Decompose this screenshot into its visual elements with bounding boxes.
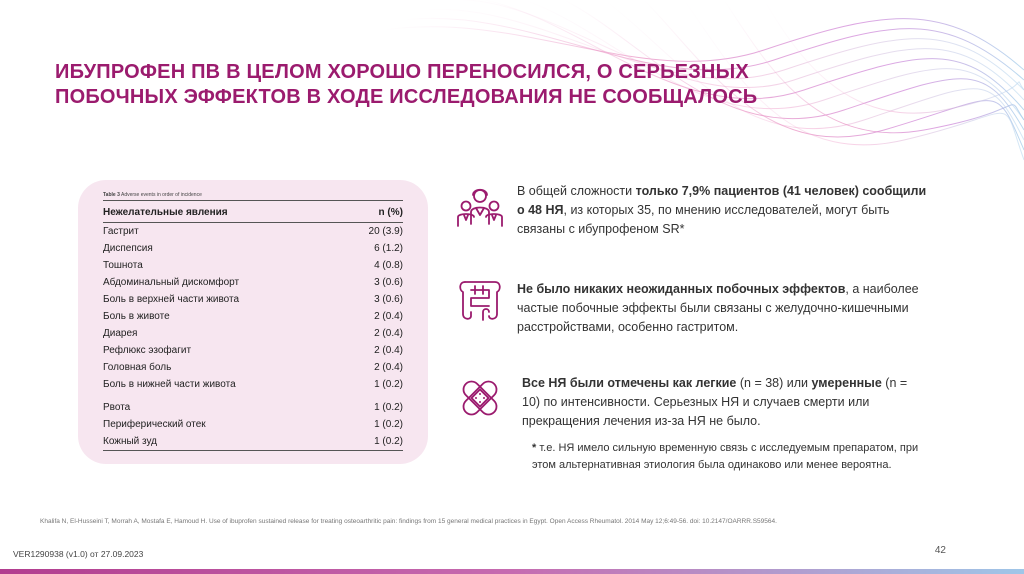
event-name: Абдоминальный дискомфорт bbox=[103, 277, 240, 288]
adverse-events-table-container bbox=[103, 192, 403, 451]
event-count: 1 (0.2) bbox=[374, 379, 403, 390]
table-row bbox=[103, 416, 403, 433]
table-row bbox=[103, 308, 403, 325]
table-caption bbox=[103, 192, 403, 198]
event-name: Головная боль bbox=[103, 362, 172, 373]
point-2-post: , а наиболее частые побочные эффекты были связаны с желудочно-кишечными расстройствами, особенно гастритом. bbox=[517, 282, 919, 334]
event-count: 4 (0.8) bbox=[374, 260, 403, 271]
footnote-asterisk bbox=[532, 440, 932, 474]
event-name: Кожный зуд bbox=[103, 433, 342, 451]
table-row bbox=[103, 342, 403, 359]
point-2-bold: Не было никаких неожиданных побочных эффектов bbox=[517, 282, 846, 296]
event-count: 3 (0.6) bbox=[374, 277, 403, 288]
event-name: Рефлюкс эзофагит bbox=[103, 345, 192, 356]
table-row bbox=[103, 325, 403, 342]
point-1-text bbox=[517, 182, 927, 239]
event-name: Тошнота bbox=[103, 260, 143, 271]
point-1-pre: В общей сложности bbox=[517, 184, 636, 198]
event-count: 1 (0.2) bbox=[342, 433, 403, 451]
table-row bbox=[103, 393, 403, 416]
table-caption-label: Table 3 bbox=[103, 192, 120, 198]
event-count: 20 (3.9) bbox=[368, 226, 403, 237]
point-3-text bbox=[522, 374, 922, 431]
table-header-row bbox=[103, 201, 403, 223]
footnote-text: т.е. НЯ имело сильную временную связь с исследуемым препаратом, при этом альтернативная этиология была одинаково или менее вероятна. bbox=[532, 442, 919, 471]
intestine-icon bbox=[455, 276, 505, 326]
header-n-percent: n (%) bbox=[342, 201, 403, 223]
point-3-mid: (n = 38) или bbox=[736, 376, 812, 390]
event-count: 2 (0.4) bbox=[374, 311, 403, 322]
event-count: 1 (0.2) bbox=[374, 402, 403, 413]
event-name: Боль в животе bbox=[103, 311, 170, 322]
bottom-gradient-bar bbox=[0, 569, 1024, 574]
event-count: 1 (0.2) bbox=[374, 419, 403, 430]
title-line-1: ИБУПРОФЕН ПВ В ЦЕЛОМ ХОРОШО ПЕРЕНОСИЛСЯ, О СЕРЬЕЗНЫХ bbox=[55, 61, 749, 83]
table-row bbox=[103, 359, 403, 376]
point-1-bold: только 7,9% пациентов (41 человек) сообщили о 48 НЯ bbox=[517, 184, 927, 217]
point-3-bold-2: умеренные bbox=[811, 376, 882, 390]
event-name: Боль в верхней части живота bbox=[103, 294, 240, 305]
page-title bbox=[55, 60, 815, 110]
title-line-2: ПОБОЧНЫХ ЭФФЕКТОВ В ХОДЕ ИССЛЕДОВАНИЯ НЕ СООБЩАЛОСЬ bbox=[55, 86, 758, 108]
literature-reference: Khalifa N, El-Husseini T, Morrah A, Mostafa E, Hamoud H. Use of ibuprofen sustained release for treating osteoarthritic pain: findings from 15 general medical practices in Egypt. Open Access Rheumatol. 2014 May 12;6:49-56. doi: 10.2147/OARRR.S59564. bbox=[40, 518, 777, 525]
table-row bbox=[103, 376, 403, 393]
point-3-post: (n = 10) по интенсивности. Серьезных НЯ и случаев смерти или прекращения лечения из-за НЯ не было. bbox=[522, 376, 908, 428]
event-count: 2 (0.4) bbox=[374, 328, 403, 339]
table-row bbox=[103, 240, 403, 257]
page-number: 42 bbox=[934, 545, 946, 556]
point-1-post: , из которых 35, по мнению исследователей, могут быть связаны с ибупрофеном SR* bbox=[517, 203, 890, 236]
point-3-bold-1: Все НЯ были отмечены как легкие bbox=[522, 376, 737, 390]
point-2-text bbox=[517, 280, 927, 337]
event-name: Периферический отек bbox=[103, 419, 206, 430]
version-label: VER1290938 (v1.0) от 27.09.2023 bbox=[13, 549, 144, 559]
event-count: 3 (0.6) bbox=[374, 294, 403, 305]
event-count: 6 (1.2) bbox=[374, 243, 403, 254]
event-name: Диарея bbox=[103, 328, 138, 339]
group-of-people-icon bbox=[455, 184, 505, 234]
table-row bbox=[103, 291, 403, 308]
event-name: Боль в нижней части живота bbox=[103, 379, 236, 390]
table-row bbox=[103, 223, 403, 241]
table-row bbox=[103, 257, 403, 274]
footnote-star: * bbox=[532, 442, 537, 454]
crossed-bandages-icon bbox=[455, 373, 505, 423]
header-adverse-events: Нежелательные явления bbox=[103, 201, 342, 223]
table-row bbox=[103, 274, 403, 291]
table-caption-text: Adverse events in order of incidence bbox=[120, 192, 202, 198]
event-name: Гастрит bbox=[103, 226, 139, 237]
event-name: Диспепсия bbox=[103, 243, 153, 254]
table-row bbox=[103, 433, 403, 451]
event-name: Рвота bbox=[103, 402, 131, 413]
event-count: 2 (0.4) bbox=[374, 362, 403, 373]
event-count: 2 (0.4) bbox=[374, 345, 403, 356]
adverse-events-table bbox=[103, 200, 403, 451]
